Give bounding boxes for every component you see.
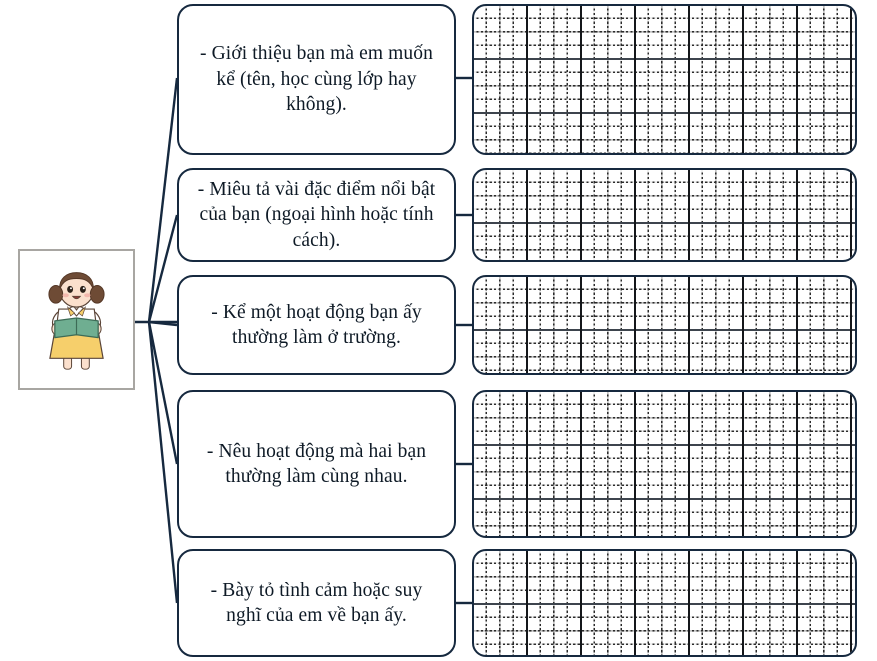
grid-paper <box>474 6 855 153</box>
grid-heavy-lines <box>472 168 857 262</box>
idea-box-1-text: - Giới thiệu bạn mà em muốn kể (tên, học cùng lớp hay không). <box>200 43 433 116</box>
connector-to-box-2 <box>149 215 177 322</box>
grid-heavy-lines <box>472 390 857 538</box>
connector-to-box-1 <box>149 78 177 322</box>
grid-heavy-lines <box>472 549 857 657</box>
idea-box-1[interactable] <box>177 4 456 155</box>
grid-paper <box>474 277 855 373</box>
grid-paper <box>474 551 855 655</box>
idea-box-2[interactable] <box>177 168 456 262</box>
idea-box-5-text: - Bày tỏ tình cảm hoặc suy nghĩ của em về bạn ấy. <box>210 579 423 626</box>
grid-paper <box>474 170 855 260</box>
answer-grid-2[interactable] <box>472 168 857 262</box>
girl-reading-book-icon <box>20 251 133 388</box>
idea-box-4[interactable] <box>177 390 456 538</box>
answer-grid-5[interactable] <box>472 549 857 657</box>
answer-grid-3[interactable] <box>472 275 857 375</box>
idea-box-3[interactable] <box>177 275 456 375</box>
grid-heavy-lines <box>472 4 857 155</box>
connector-to-box-4 <box>149 322 177 464</box>
answer-grid-1[interactable] <box>472 4 857 155</box>
grid-heavy-lines <box>472 275 857 375</box>
answer-grid-4[interactable] <box>472 390 857 538</box>
idea-box-4-text: - Nêu hoạt động mà hai bạn thường làm cùng nhau. <box>206 440 427 487</box>
idea-box-3-text: - Kể một hoạt động bạn ấy thường làm ở trường. <box>211 301 422 348</box>
grid-paper <box>474 392 855 536</box>
illustration-frame <box>18 249 135 390</box>
connector-to-box-5 <box>149 322 177 603</box>
idea-box-2-text: - Miêu tả vài đặc điểm nổi bật của bạn (ngoại hình hoặc tính cách). <box>197 178 436 251</box>
idea-box-5[interactable] <box>177 549 456 657</box>
